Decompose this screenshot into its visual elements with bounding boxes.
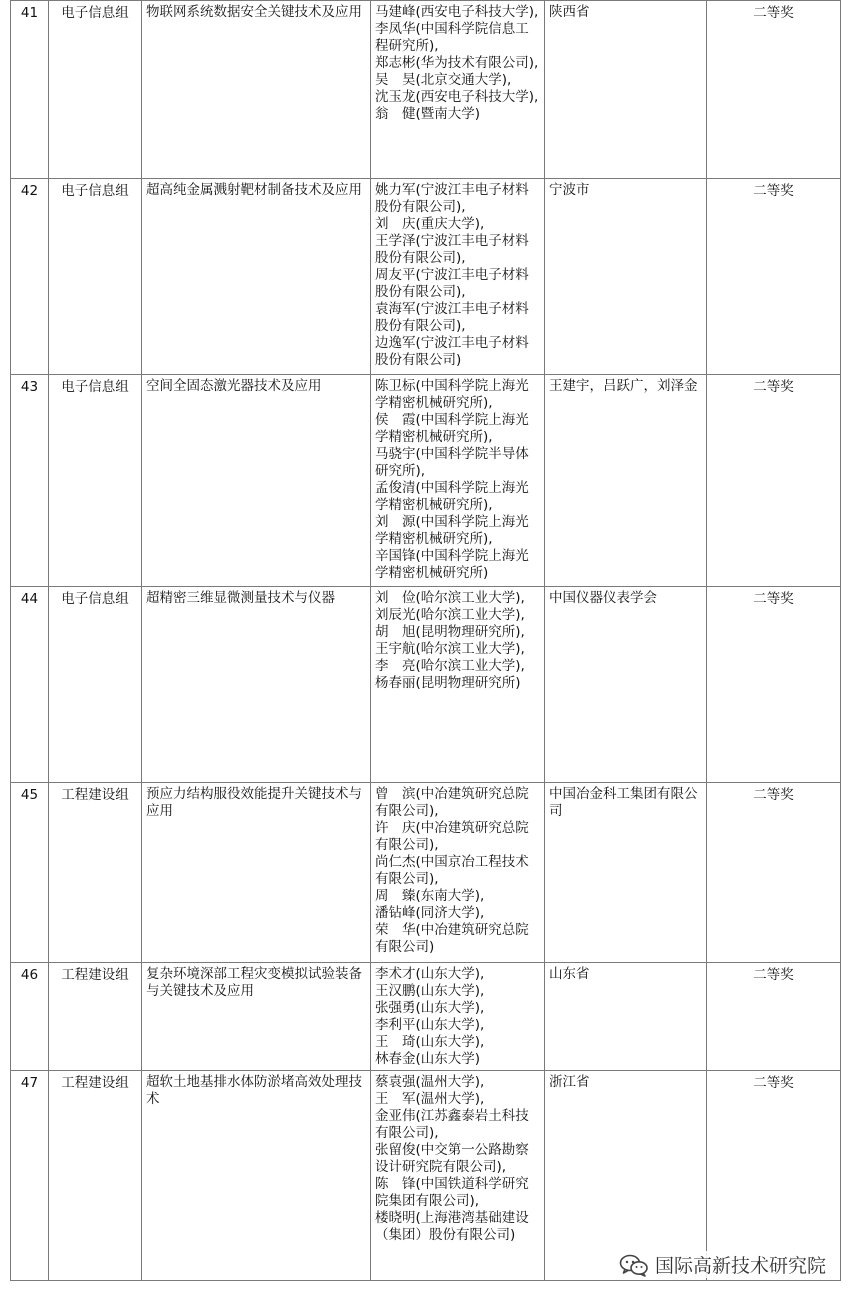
project-name-cell: 物联网系统数据安全关键技术及应用 <box>142 1 371 179</box>
row-number: 45 <box>11 783 49 963</box>
completer-entry: 刘辰光(哈尔滨工业大学), <box>375 607 525 623</box>
completer-entry: 马建峰(西安电子科技大学), <box>375 4 539 20</box>
completer-entry: 郑志彬(华为技术有限公司), <box>375 55 539 71</box>
completer-entry: 李 亮(哈尔滨工业大学), <box>375 658 525 674</box>
project-name-cell: 超软土地基排水体防淤堵高效处理技术 <box>142 1071 371 1281</box>
table-row <box>11 783 841 963</box>
completer-entry: 蔡袁强(温州大学), <box>375 1074 485 1090</box>
completer-entry: 潘钻峰(同济大学), <box>375 905 485 921</box>
project-name-cell: 空间全固态激光器技术及应用 <box>142 375 371 587</box>
completer-entry: 胡 旭(昆明物理研究所), <box>375 624 525 640</box>
row-number: 47 <box>11 1071 49 1281</box>
completers-cell <box>371 963 545 1071</box>
award-level-cell: 二等奖 <box>707 375 841 587</box>
completer-entry: 马骁宇(中国科学院半导体研究所), <box>375 446 529 479</box>
group-cell: 工程建设组 <box>49 783 142 963</box>
nominator-cell: 王建宇，吕跃广，刘泽金 <box>545 375 707 587</box>
completer-entry: 辛国锋(中国科学院上海光学精密机械研究所) <box>375 548 529 581</box>
nominator-cell: 中国冶金科工集团有限公司 <box>545 783 707 963</box>
row-number: 43 <box>11 375 49 587</box>
row-number: 41 <box>11 1 49 179</box>
completers-cell <box>371 375 545 587</box>
table-row <box>11 1 841 179</box>
row-number: 42 <box>11 179 49 375</box>
completer-entry: 曾 滨(中冶建筑研究总院有限公司), <box>375 786 529 819</box>
completer-entry: 杨春丽(昆明物理研究所) <box>375 675 521 691</box>
completers-cell <box>371 1071 545 1281</box>
project-name-cell: 预应力结构服役效能提升关键技术与应用 <box>142 783 371 963</box>
completer-entry: 王学泽(宁波江丰电子材料股份有限公司), <box>375 233 529 266</box>
nominator-cell: 陕西省 <box>545 1 707 179</box>
table-row <box>11 179 841 375</box>
group-cell: 电子信息组 <box>49 587 142 783</box>
table-body <box>11 1 841 1281</box>
completer-entry: 金亚伟(江苏鑫泰岩土科技有限公司), <box>375 1108 529 1141</box>
completers-cell <box>371 783 545 963</box>
completer-entry: 沈玉龙(西安电子科技大学), <box>375 89 539 105</box>
wechat-icon <box>619 1253 649 1277</box>
project-name-cell: 超高纯金属溅射靶材制备技术及应用 <box>142 179 371 375</box>
completer-entry: 尚仁杰(中国京冶工程技术有限公司), <box>375 854 529 887</box>
completer-entry: 刘 庆(重庆大学), <box>375 216 485 232</box>
completer-entry: 刘 源(中国科学院上海光学精密机械研究所), <box>375 514 529 547</box>
completer-entry: 李术才(山东大学), <box>375 966 485 982</box>
completer-entry: 李利平(山东大学), <box>375 1017 485 1033</box>
completer-entry: 李凤华(中国科学院信息工程研究所), <box>375 21 529 54</box>
nominator-cell: 中国仪器仪表学会 <box>545 587 707 783</box>
award-level-cell: 二等奖 <box>707 179 841 375</box>
completer-entry: 周友平(宁波江丰电子材料股份有限公司), <box>375 267 529 300</box>
table-row <box>11 587 841 783</box>
project-name-cell: 复杂环境深部工程灾变模拟试验装备与关键技术及应用 <box>142 963 371 1071</box>
completers-cell <box>371 587 545 783</box>
group-cell: 电子信息组 <box>49 375 142 587</box>
completers-cell <box>371 179 545 375</box>
nominator-cell: 山东省 <box>545 963 707 1071</box>
nominator-cell: 宁波市 <box>545 179 707 375</box>
completer-entry: 王 军(温州大学), <box>375 1091 485 1107</box>
award-level-cell: 二等奖 <box>707 1071 841 1281</box>
completer-entry: 张留俊(中交第一公路勘察设计研究院有限公司), <box>375 1142 529 1175</box>
award-level-cell: 二等奖 <box>707 963 841 1071</box>
table-row <box>11 1071 841 1281</box>
award-level-cell: 二等奖 <box>707 587 841 783</box>
group-cell: 工程建设组 <box>49 963 142 1071</box>
group-cell: 电子信息组 <box>49 179 142 375</box>
table-row <box>11 375 841 587</box>
completer-entry: 王汉鹏(山东大学), <box>375 983 485 999</box>
completer-entry: 张强勇(山东大学), <box>375 1000 485 1016</box>
completer-entry: 周 臻(东南大学), <box>375 888 485 904</box>
completer-entry: 王 琦(山东大学), <box>375 1034 485 1050</box>
completer-entry: 孟俊清(中国科学院上海光学精密机械研究所), <box>375 480 529 513</box>
row-number: 44 <box>11 587 49 783</box>
completer-entry: 陈卫标(中国科学院上海光学精密机械研究所), <box>375 378 529 411</box>
completer-entry: 王宇航(哈尔滨工业大学), <box>375 641 525 657</box>
completer-entry: 荣 华(中冶建筑研究总院有限公司) <box>375 922 529 955</box>
completer-entry: 楼晓明(上海港湾基础建设（集团）股份有限公司) <box>375 1210 529 1243</box>
completer-entry: 边逸军(宁波江丰电子材料股份有限公司) <box>375 335 529 368</box>
project-name-cell: 超精密三维显微测量技术与仪器 <box>142 587 371 783</box>
completer-entry: 翁 健(暨南大学) <box>375 106 481 122</box>
watermark-text: 国际高新技术研究院 <box>654 1255 826 1277</box>
row-number: 46 <box>11 963 49 1071</box>
completer-entry: 吴 昊(北京交通大学), <box>375 72 512 88</box>
table-row <box>11 963 841 1071</box>
completer-entry: 林春金(山东大学) <box>375 1051 481 1067</box>
group-cell: 工程建设组 <box>49 1071 142 1281</box>
completer-entry: 袁海军(宁波江丰电子材料股份有限公司), <box>375 301 529 334</box>
completers-cell <box>371 1 545 179</box>
award-level-cell: 二等奖 <box>707 783 841 963</box>
completer-entry: 许 庆(中冶建筑研究总院有限公司), <box>375 820 529 853</box>
watermark <box>617 1251 828 1278</box>
nominator-cell: 浙江省 <box>545 1071 707 1281</box>
completer-entry: 侯 霞(中国科学院上海光学精密机械研究所), <box>375 412 529 445</box>
completer-entry: 陈 锋(中国铁道科学研究院集团有限公司), <box>375 1176 529 1209</box>
award-level-cell: 二等奖 <box>707 1 841 179</box>
completer-entry: 姚力军(宁波江丰电子材料股份有限公司), <box>375 182 529 215</box>
award-table <box>10 0 841 1281</box>
completer-entry: 刘 俭(哈尔滨工业大学), <box>375 590 525 606</box>
group-cell: 电子信息组 <box>49 1 142 179</box>
